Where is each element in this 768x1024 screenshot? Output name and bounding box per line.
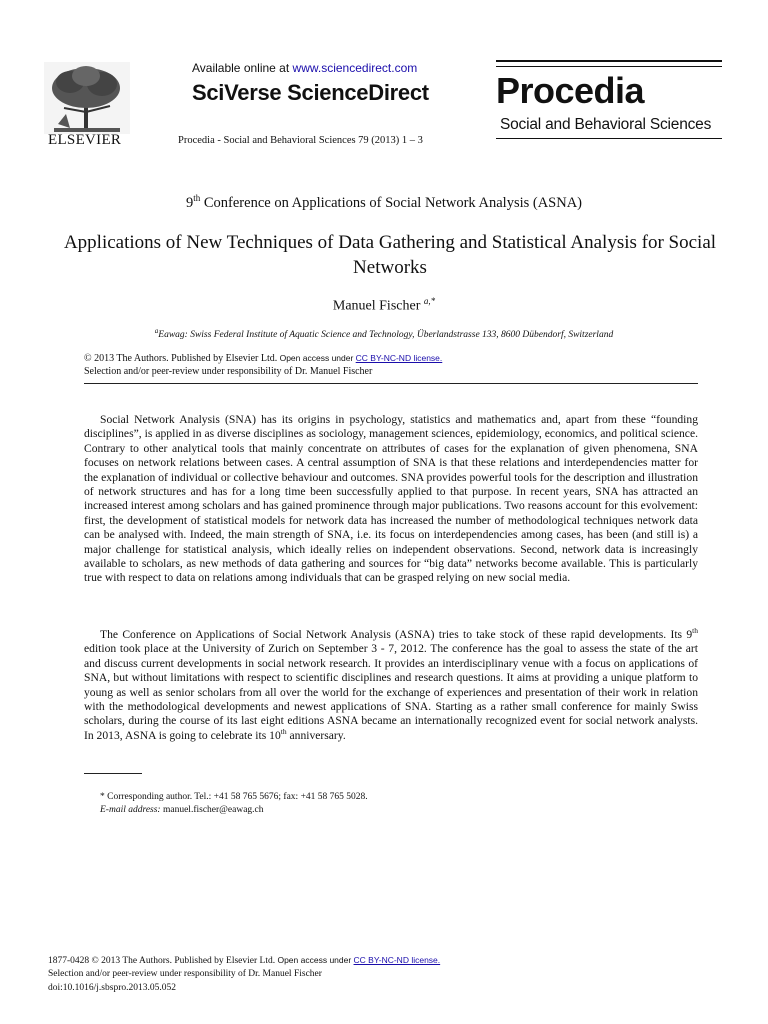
corresponding-author-note: * Corresponding author. Tel.: +41 58 765 5676; fax: +41 58 765 5028. [100, 792, 368, 802]
footer-open-access: Open access under [275, 955, 354, 965]
footer-doi: doi:10.1016/j.sbspro.2013.05.052 [48, 983, 176, 993]
footer-license-link[interactable]: CC BY-NC-ND license. [353, 955, 441, 965]
available-online [192, 61, 417, 75]
header-divider [84, 383, 698, 384]
brand-rule-bottom [496, 138, 722, 139]
body-paragraph-2 [84, 628, 698, 743]
conference-ordinal: th [193, 193, 201, 203]
paragraph2-sup1: th [692, 626, 698, 636]
paragraph2-part1: The Conference on Applications of Social Network Analysis (ASNA) tries to take stock of these rapid developments. Its 9 [100, 628, 693, 641]
sciencedirect-link[interactable]: www.sciencedirect.com [292, 61, 418, 75]
body-paragraph-1: Social Network Analysis (SNA) has its origins in psychology, statistics and mathematics and, apart from these “founding disciplines”, is applied in as diverse disciplines as sociology, management sciences, epidemiology, economics, and political science. Contrary to other analytical tools that mainly concentrate on attributes of cases for the explanation of given phenomena, SNA focuses on network relations between cases. A central assumption of SNA is that these relations and interdependencies matter for the explanation of individual or collective behaviour and outcomes. SNA provides powerful tools for the description and illustration of network structures and has for a long time been successfully applied to that purpose. In recent years, SNA has attracted an increased interest among scholars and has gained prominence through major publications. Two reasons account for this evolvement: first, the development of statistical models for network data has increased the number of methodological techniques network data can be analysed with. Indeed, the main strength of SNA, i.e. its focus on interdependencies among cases, has been (and still is) a major challenge for statistical analysis, which ideally relies on independent observations. Second, network data is increasingly available to scholars, as new methods of data gathering and sources for “big data” networks become available. This is particularly true with respect to data on relations among individuals that can be grasped relying on new social media. [84, 413, 698, 585]
footer-issn-copyright: 1877-0428 © 2013 The Authors. Published by Elsevier Ltd. [48, 956, 276, 966]
open-access-text: Open access under [277, 353, 356, 363]
paragraph2-part2: edition took place at the University of Zurich on September 3 - 7, 2012. The conference has the goal to assess the state of the art and discuss current developments in social network research. It provides an interdisciplinary venue with a focus on applications of SNA, but without limitations with respect to scientific disciplines and research questions. It aims at providing a unique platform to young as well as senior scholars from all over the world for the exchange of experiences and presentation of their work in relation with the methodological developments and newest applications of SNA. Starting as a rather small conference for mainly Swiss scholars, during the course of its last eight editions ASNA became an internationally recognized event for social network analysts. In 2013, ASNA is going to celebrate its 10 [84, 642, 698, 742]
affiliation-text: Eawag: Swiss Federal Institute of Aquatic Science and Technology, Überlandstrasse 133, 8600 Dübendorf, Switzerland [158, 330, 614, 341]
footer-peer-review: Selection and/or peer-review under responsibility of Dr. Manuel Fischer [48, 969, 322, 979]
paper-title: Applications of New Techniques of Data Gathering and Statistical Analysis for Social Networks [63, 232, 717, 278]
footer-copyright [48, 955, 440, 966]
email-address: manuel.fischer@eawag.ch [160, 805, 264, 815]
paragraph2-sup2: th [280, 726, 287, 736]
affiliation-mark: a [154, 327, 159, 335]
affiliation [0, 327, 768, 340]
author-marks: a,* [423, 296, 436, 306]
peer-review-line: Selection and/or peer-review under responsibility of Dr. Manuel Fischer [84, 366, 373, 377]
footnote-divider [84, 773, 142, 774]
author-line [0, 296, 768, 315]
journal-brand: Procedia [496, 70, 645, 111]
copyright-text: © 2013 The Authors. Published by Elsevier Ltd. [84, 353, 278, 364]
author-name: Manuel Fischer [332, 298, 424, 314]
conference-number: 9 [185, 194, 194, 211]
conference-heading [0, 193, 768, 212]
platform-name: SciVerse ScienceDirect [192, 80, 429, 105]
conference-name: Conference on Applications of Social Network Analysis (ASNA) [200, 194, 583, 211]
publisher-logo-text: ELSEVIER [48, 132, 122, 148]
email-label: E-mail address: [100, 805, 161, 815]
brand-rule-top-thin [496, 66, 722, 67]
copyright-line [84, 353, 442, 364]
brand-rule-top [496, 60, 722, 62]
email-note [100, 805, 264, 815]
journal-reference: Procedia - Social and Behavioral Sciences 79 (2013) 1 – 3 [178, 135, 423, 146]
available-prefix: Available online at [192, 61, 293, 75]
license-link[interactable]: CC BY-NC-ND license. [355, 353, 443, 363]
journal-subtitle: Social and Behavioral Sciences [500, 116, 712, 133]
paragraph2-part3: anniversary. [286, 728, 346, 742]
